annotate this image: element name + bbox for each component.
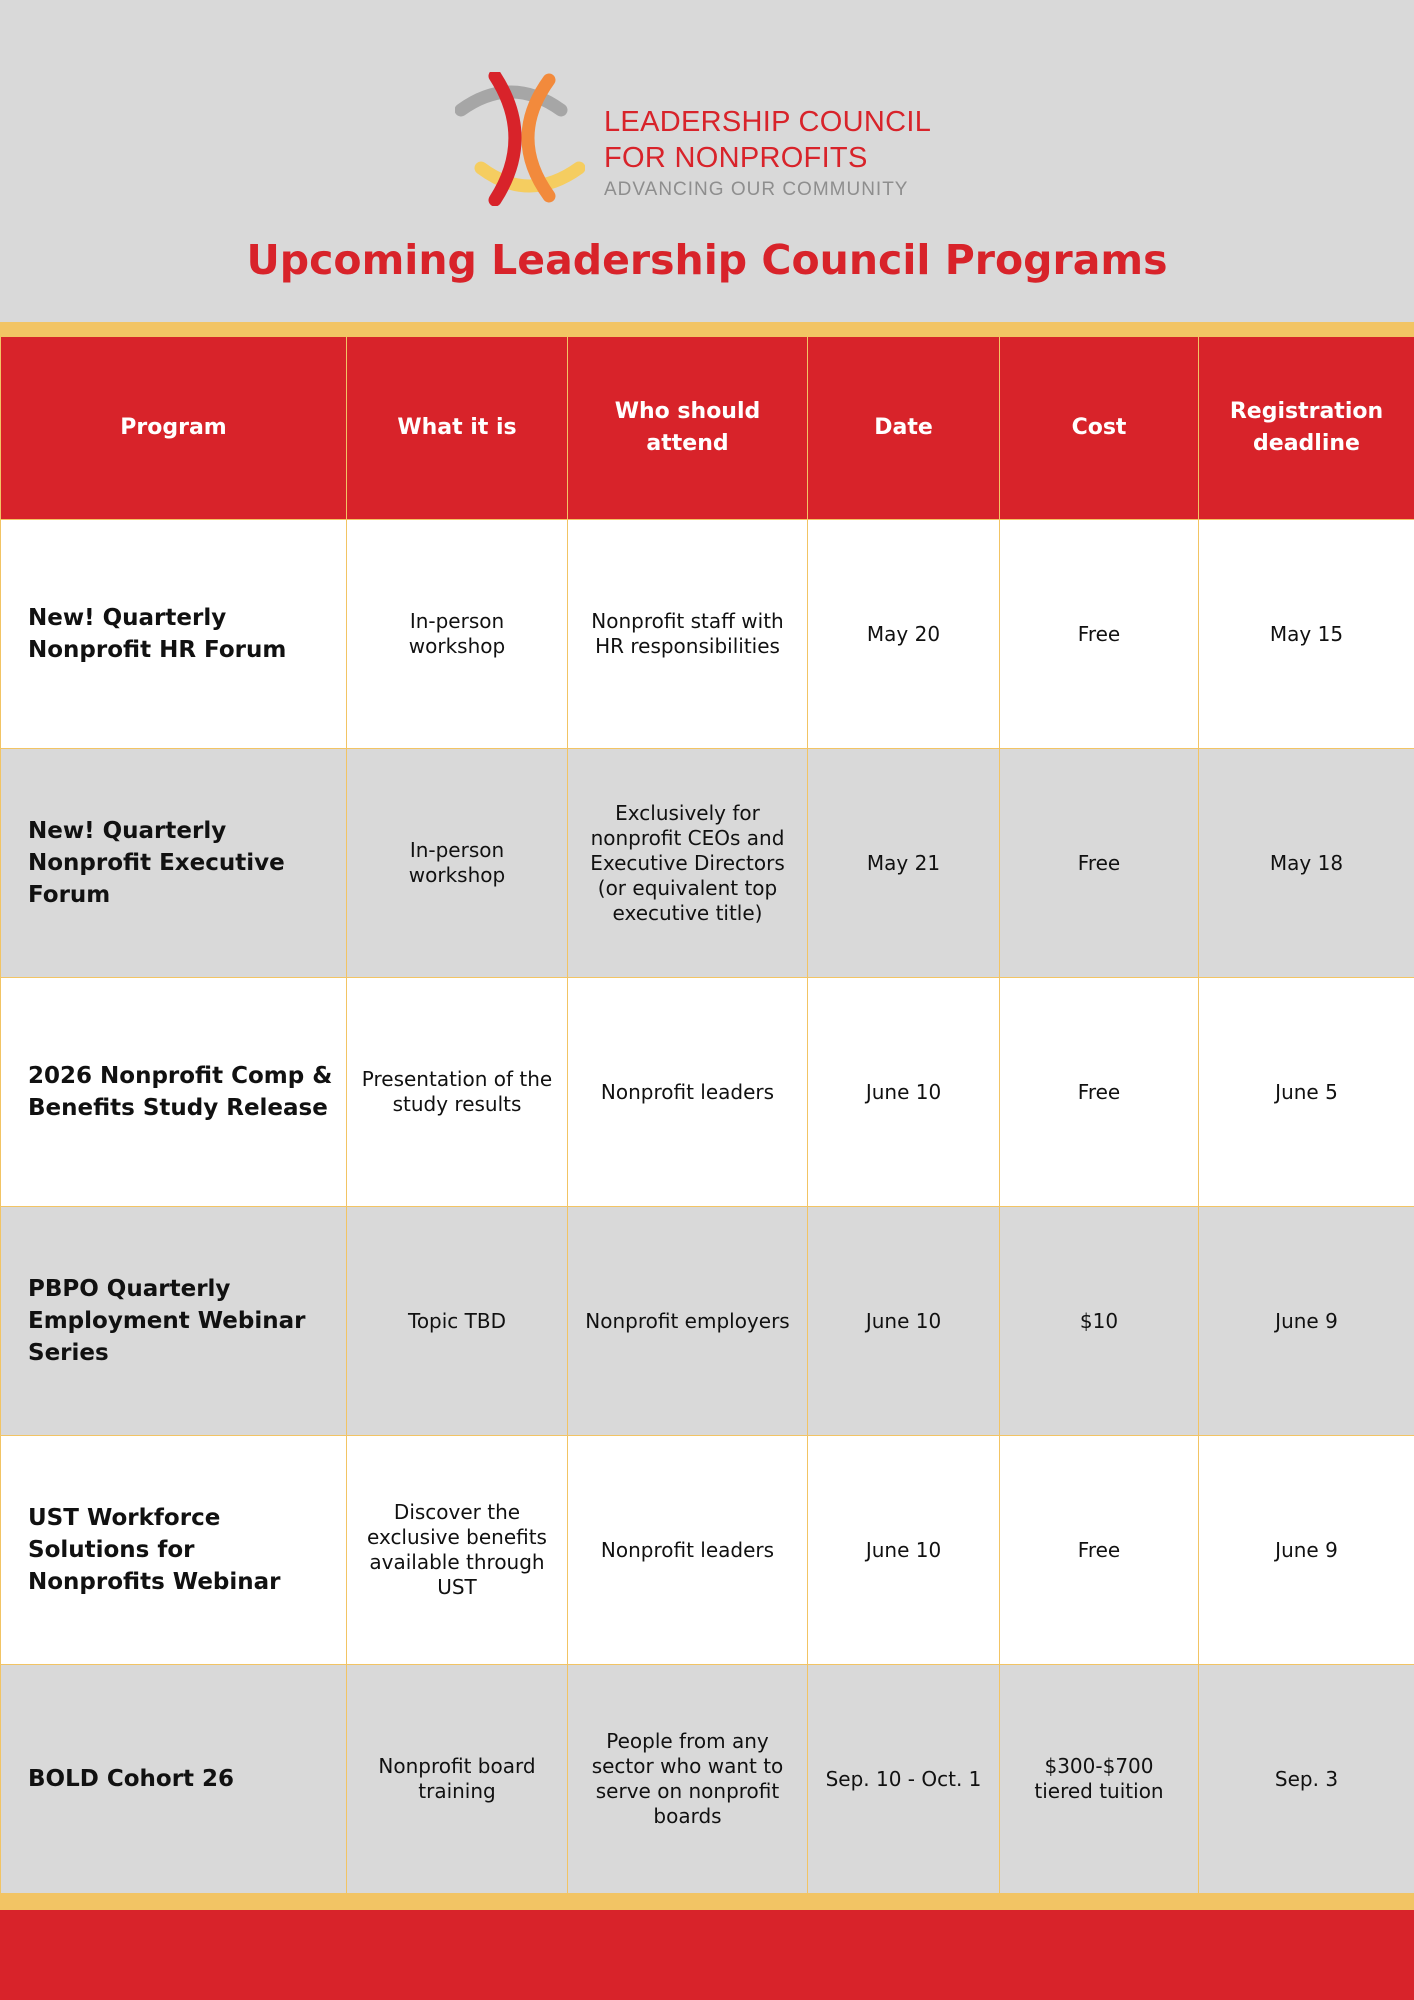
bottom-divider (0, 1894, 1414, 1910)
org-tagline: ADVANCING OUR COMMUNITY (604, 179, 909, 200)
deadline-cell: June 5 (1199, 978, 1414, 1207)
header-date: Date (808, 337, 1000, 520)
table-row (1, 978, 1414, 1207)
date-cell: June 10 (808, 978, 1000, 1207)
date-cell: May 21 (808, 749, 1000, 978)
council-logo-icon (455, 72, 585, 206)
table-row (1, 1436, 1414, 1665)
top-divider (0, 322, 1414, 336)
date-cell: May 20 (808, 520, 1000, 749)
cost-cell: $300-$700 tiered tuition (1000, 1665, 1199, 1894)
date-cell: June 10 (808, 1207, 1000, 1436)
cost-cell: $10 (1000, 1207, 1199, 1436)
what-cell: Nonprofit board training (347, 1665, 568, 1894)
header-cost: Cost (1000, 337, 1199, 520)
deadline-cell: Sep. 3 (1199, 1665, 1414, 1894)
brand-text (604, 104, 931, 202)
audience-cell: Nonprofit employers (568, 1207, 808, 1436)
date-cell: June 10 (808, 1436, 1000, 1665)
cost-cell: Free (1000, 978, 1199, 1207)
cost-cell: Free (1000, 749, 1199, 978)
table-header-row (1, 337, 1414, 520)
table-row (1, 1207, 1414, 1436)
what-cell: Discover the exclusive benefits available through UST (347, 1436, 568, 1665)
table-row (1, 749, 1414, 978)
program-cell: PBPO Quarterly Employment Webinar Series (1, 1207, 347, 1436)
audience-cell: Exclusively for nonprofit CEOs and Executive Directors (or equivalent top executive title) (568, 749, 808, 978)
audience-cell: Nonprofit staff with HR responsibilities (568, 520, 808, 749)
audience-cell: Nonprofit leaders (568, 978, 808, 1207)
cost-cell: Free (1000, 520, 1199, 749)
org-name-line1: LEADERSHIP COUNCIL (604, 106, 932, 138)
programs-table (0, 336, 1414, 1894)
program-cell: New! Quarterly Nonprofit Executive Forum (1, 749, 347, 978)
header (0, 0, 1414, 322)
program-cell: BOLD Cohort 26 (1, 1665, 347, 1894)
header-who-should-attend: Who should attend (568, 337, 808, 520)
footer-bar (0, 1910, 1414, 2000)
audience-cell: Nonprofit leaders (568, 1436, 808, 1665)
audience-cell: People from any sector who want to serve on nonprofit boards (568, 1665, 808, 1894)
deadline-cell: May 18 (1199, 749, 1414, 978)
page-title: Upcoming Leadership Council Programs (246, 236, 1168, 284)
what-cell: In-person workshop (347, 749, 568, 978)
header-program: Program (1, 337, 347, 520)
deadline-cell: June 9 (1199, 1207, 1414, 1436)
what-cell: Presentation of the study results (347, 978, 568, 1207)
what-cell: In-person workshop (347, 520, 568, 749)
what-cell: Topic TBD (347, 1207, 568, 1436)
table-row (1, 1665, 1414, 1894)
org-name-line2: FOR NONPROFITS (604, 142, 868, 174)
program-cell: 2026 Nonprofit Comp & Benefits Study Release (1, 978, 347, 1207)
date-cell: Sep. 10 - Oct. 1 (808, 1665, 1000, 1894)
deadline-cell: May 15 (1199, 520, 1414, 749)
cost-cell: Free (1000, 1436, 1199, 1665)
header-registration-deadline: Registration deadline (1199, 337, 1414, 520)
deadline-cell: June 9 (1199, 1436, 1414, 1665)
header-what-it-is: What it is (347, 337, 568, 520)
program-cell: UST Workforce Solutions for Nonprofits Webinar (1, 1436, 347, 1665)
table-row (1, 520, 1414, 749)
program-cell: New! Quarterly Nonprofit HR Forum (1, 520, 347, 749)
